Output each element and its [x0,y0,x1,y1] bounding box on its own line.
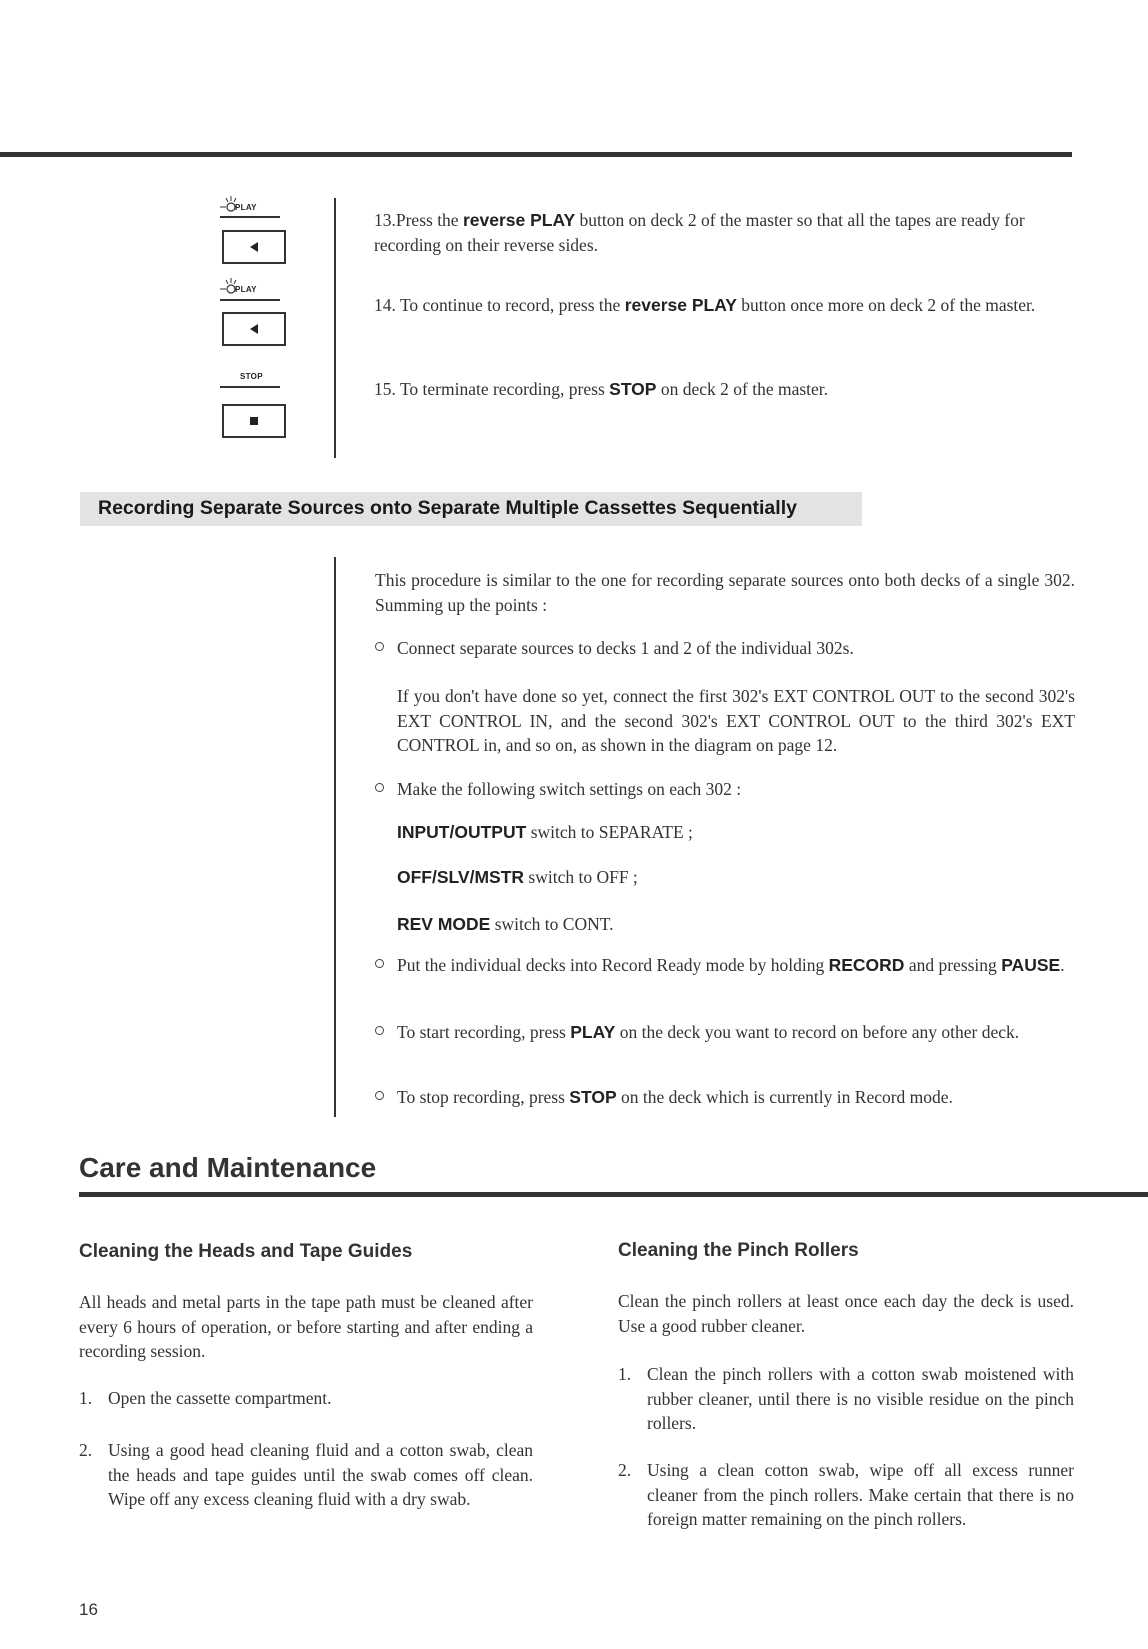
heads-step-2 [79,1438,533,1509]
step-text: Using a clean cotton swab, wipe off all excess runner cleaner from the pinch rollers. Make certain that there is no foreign matter remaining on the pinch rollers. [647,1460,1074,1529]
switch-name: OFF/SLV/MSTR [397,867,525,887]
step-text: Open the cassette compartment. [108,1388,332,1408]
bullet-settings [375,777,1075,802]
divider [220,216,280,218]
bullet-connect-detail: If you don't have done so yet, connect the first 302's EXT CONTROL OUT to the second 302's EXT CONTROL IN, and the second 302's EXT CONTROL OUT to the third 302's EXT CONTROL in, and so on, as shown in the diagram on page 12. [397,686,1075,755]
setting-input-output [397,820,693,845]
step-text: To continue to record, press the [399,295,625,315]
stop-icon [224,406,284,436]
section-banner-title: Recording Separate Sources onto Separate Multiple Cassettes Sequentially [98,497,797,519]
rollers-step-1 [618,1362,1074,1433]
step-text: on deck 2 of the master. [656,379,829,399]
step-text: button once more on deck 2 of the master. [736,295,1036,315]
step-text: Using a good head cleaning fluid and a cotton swab, clean the heads and tape guides until the swab comes off clean. Wipe off any excess cleaning fluid with a dry swab. [108,1440,533,1509]
bullet-record-ready [375,953,1075,978]
step-text: button on deck 2 of the master so that all the tapes are ready for recording on their reverse sides. [374,210,1025,255]
heads-title: Cleaning the Heads and Tape Guides [79,1241,413,1262]
text-run: To stop recording, press [397,1087,570,1107]
step-number: 15. [374,379,396,399]
step-number: 2. [618,1460,632,1480]
step-number: 1. [618,1364,632,1384]
setting-text: switch to CONT. [490,914,614,934]
divider [220,299,280,301]
reverse-play-icon [224,314,284,344]
play-label: PLAY [235,203,257,212]
heads-intro: All heads and metal parts in the tape path must be cleaned after every 6 hours of operation, or before starting and after ending a recording session. [79,1292,533,1361]
switch-name: INPUT/OUTPUT [397,822,527,842]
setting-text: switch to OFF ; [524,867,638,887]
button-name: STOP [609,379,657,399]
stop-label: STOP [240,372,263,381]
bullet-text: Make the following switch settings on each 302 : [397,779,742,799]
step-text: To terminate recording, press [399,379,610,399]
reverse-play-button[interactable] [222,312,286,346]
care-title: Care and Maintenance [79,1152,377,1183]
rollers-title: Cleaning the Pinch Rollers [618,1240,859,1261]
bullet-text [397,953,1075,978]
stop-button[interactable] [222,404,286,438]
play-label: PLAY [235,285,257,294]
step-number: 1. [79,1388,93,1408]
button-name: reverse PLAY [462,210,576,230]
step-15 [374,377,1074,402]
setting-text: switch to SEPARATE ; [526,822,693,842]
button-name: RECORD [828,955,905,975]
rollers-step-2 [618,1458,1074,1529]
setting-rev-mode [397,912,614,937]
top-rule [0,152,1072,157]
bullet-icon [375,783,384,792]
bullet-text: Connect separate sources to decks 1 and 2 of the individual 302s. [397,638,854,658]
text-run: on the deck which is currently in Record mode. [616,1087,953,1107]
bullet-icon [375,959,384,968]
step-13 [374,208,1074,258]
controls-illustration [212,196,284,446]
setting-off-slv-mstr [397,865,638,890]
bullet-text [397,1020,1075,1045]
button-name: STOP [569,1087,617,1107]
button-name: PLAY [570,1022,616,1042]
step-14 [374,293,1074,318]
reverse-play-icon [224,232,284,262]
bullet-text [397,1087,953,1107]
heads-step-1 [79,1386,533,1411]
step-text: Clean the pinch rollers with a cotton swab moistened with rubber cleaner, until there is no visible residue on the pinch rollers. [647,1364,1074,1433]
care-rule [79,1192,1148,1197]
button-name: reverse PLAY [624,295,737,315]
bullet-stop-recording [375,1085,1075,1110]
step-number: 2. [79,1440,93,1460]
vertical-rule [334,198,336,458]
bullet-icon [375,642,384,651]
bullet-icon [375,1091,384,1100]
vertical-rule [334,557,336,1117]
bullet-start-recording [375,1020,1075,1045]
text-run: and pressing [904,955,1002,975]
bullet-connect [375,636,1075,661]
page-number: 16 [79,1600,98,1619]
divider [220,386,280,388]
switch-name: REV MODE [397,914,491,934]
text-run: on the deck you want to record on before any other deck. [615,1022,1020,1042]
reverse-play-button[interactable] [222,230,286,264]
text-run: To start recording, press [397,1022,571,1042]
step-text: Press the [395,210,463,230]
text-run: Put the individual decks into Record Ready mode by holding [397,955,829,975]
text-run: . [1060,955,1065,975]
bullet-icon [375,1026,384,1035]
step-number: 13. [374,210,396,230]
procedure-intro: This procedure is similar to the one for recording separate sources onto both decks of a single 302. Summing up the points : [375,570,1075,615]
step-number: 14. [374,295,396,315]
button-name: PAUSE [1001,955,1061,975]
rollers-intro: Clean the pinch rollers at least once each day the deck is used. Use a good rubber cleaner. [618,1291,1074,1336]
